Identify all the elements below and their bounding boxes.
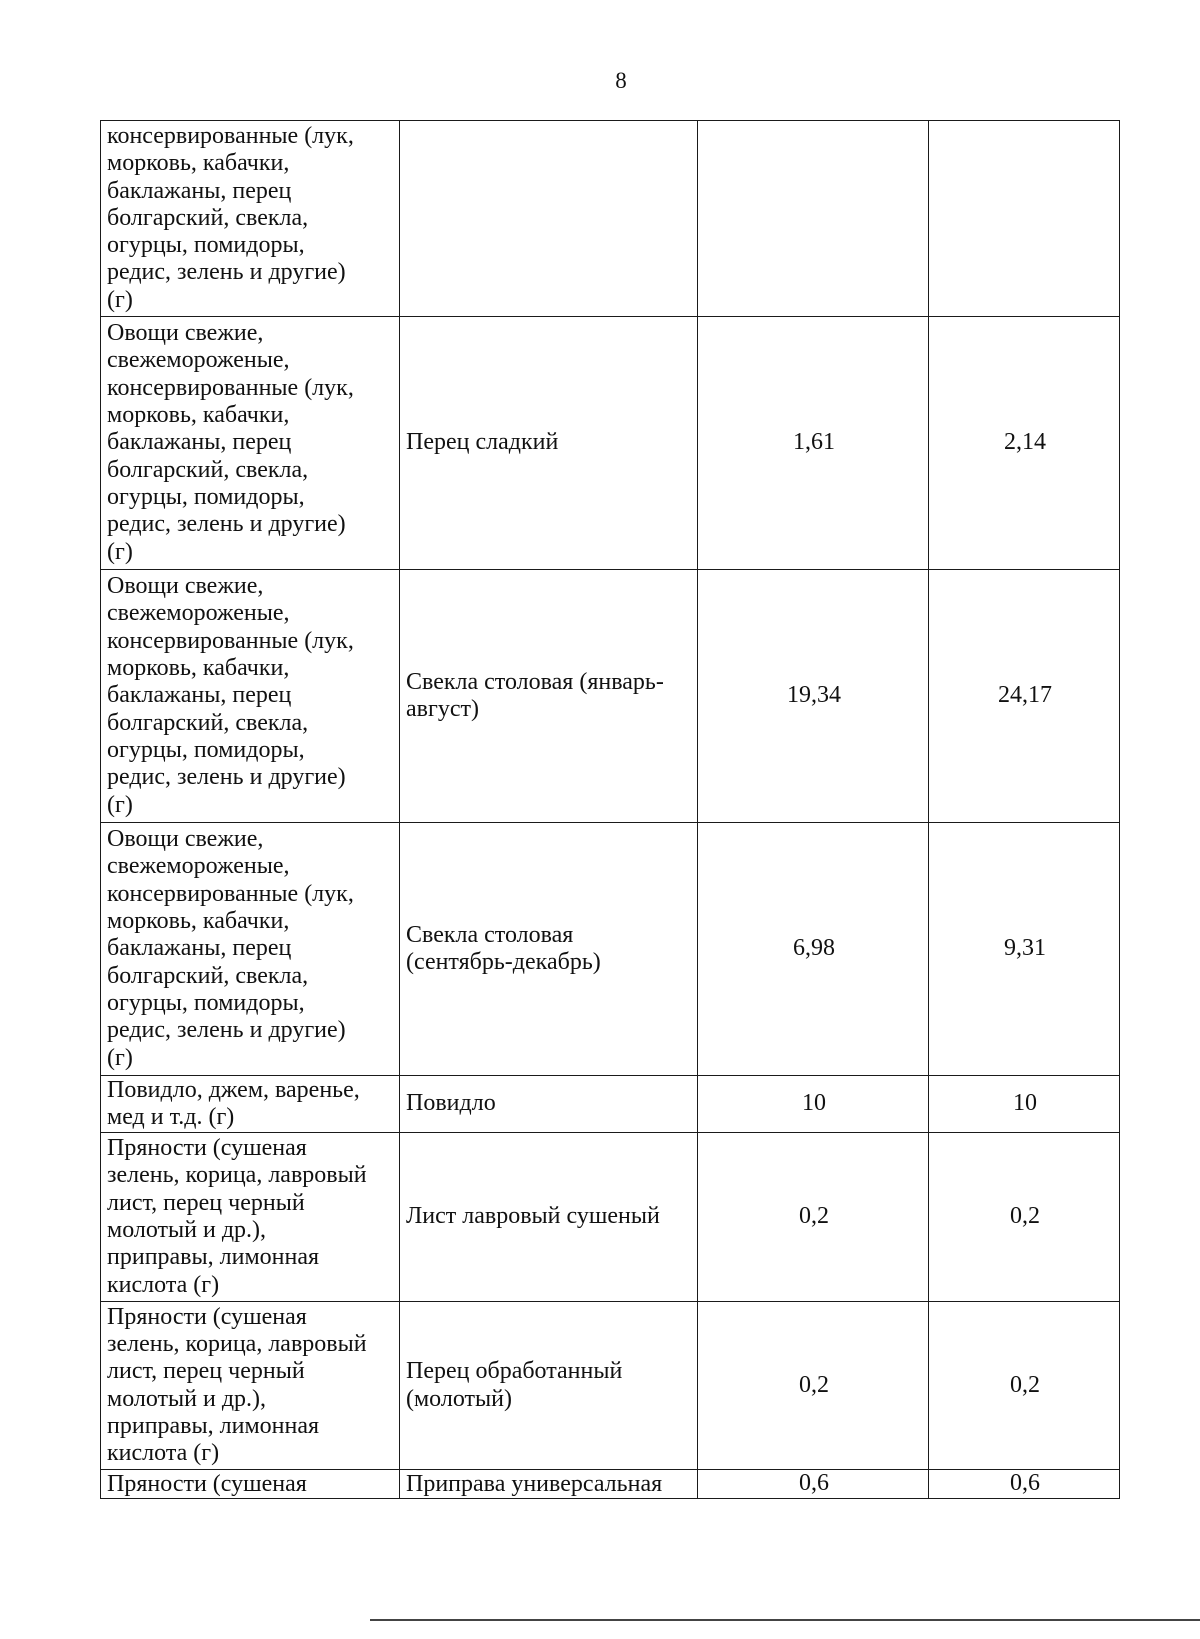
table-row [101,1133,1120,1302]
value2-cell: 2,14 [929,317,1120,570]
table-row [101,1302,1120,1470]
product-cell: Свекла столовая (сентябрь-декабрь) [400,823,698,1076]
value1-cell: 6,98 [698,823,929,1076]
value1-cell: 0,2 [698,1133,929,1302]
value2-cell: 0,6 [929,1470,1120,1499]
category-cell: Овощи свежие, свежемороженые, консервированные (лук, морковь, кабачки, баклажаны, перец болгарский, свекла, огурцы, помидоры, редис, зелень и другие) (г) [101,570,400,823]
product-cell: Свекла столовая (январь- август) [400,570,698,823]
category-cell: Повидло, джем, варенье, мед и т.д. (г) [101,1076,400,1133]
value1-cell: 1,61 [698,317,929,570]
value1-cell: 10 [698,1076,929,1133]
table-row [101,823,1120,1076]
value2-cell: 0,2 [929,1133,1120,1302]
value2-cell: 9,31 [929,823,1120,1076]
value1-cell: 0,2 [698,1302,929,1470]
table-row [101,121,1120,317]
product-cell: Приправа универсальная [400,1470,698,1499]
value2-cell: 10 [929,1076,1120,1133]
product-cell: Перец сладкий [400,317,698,570]
scan-edge-line [370,1619,1200,1621]
page-number: 8 [615,68,627,93]
product-cell: Перец обработанный (молотый) [400,1302,698,1470]
category-cell: Овощи свежие, свежемороженые, консервированные (лук, морковь, кабачки, баклажаны, перец болгарский, свекла, огурцы, помидоры, редис, зелень и другие) (г) [101,317,400,570]
value1-cell [698,121,929,317]
product-cell: Лист лавровый сушеный [400,1133,698,1302]
category-cell: Пряности (сушеная зелень, корица, лавровый лист, перец черный молотый и др.), приправы, лимонная кислота (г) [101,1133,400,1302]
value1-cell: 19,34 [698,570,929,823]
product-cell [400,121,698,317]
food-norms-table [100,120,1120,1499]
value2-cell: 24,17 [929,570,1120,823]
category-cell: Пряности (сушеная зелень, корица, лавровый лист, перец черный молотый и др.), приправы, лимонная кислота (г) [101,1302,400,1470]
table-row [101,317,1120,570]
category-cell: консервированные (лук, морковь, кабачки, баклажаны, перец болгарский, свекла, огурцы, помидоры, редис, зелень и другие) (г) [101,121,400,317]
product-cell: Повидло [400,1076,698,1133]
table-row [101,1076,1120,1133]
value2-cell: 0,2 [929,1302,1120,1470]
category-cell: Пряности (сушеная [101,1470,400,1499]
category-cell: Овощи свежие, свежемороженые, консервированные (лук, морковь, кабачки, баклажаны, перец болгарский, свекла, огурцы, помидоры, редис, зелень и другие) (г) [101,823,400,1076]
table-row [101,570,1120,823]
value2-cell [929,121,1120,317]
value1-cell: 0,6 [698,1470,929,1499]
table-row [101,1470,1120,1499]
